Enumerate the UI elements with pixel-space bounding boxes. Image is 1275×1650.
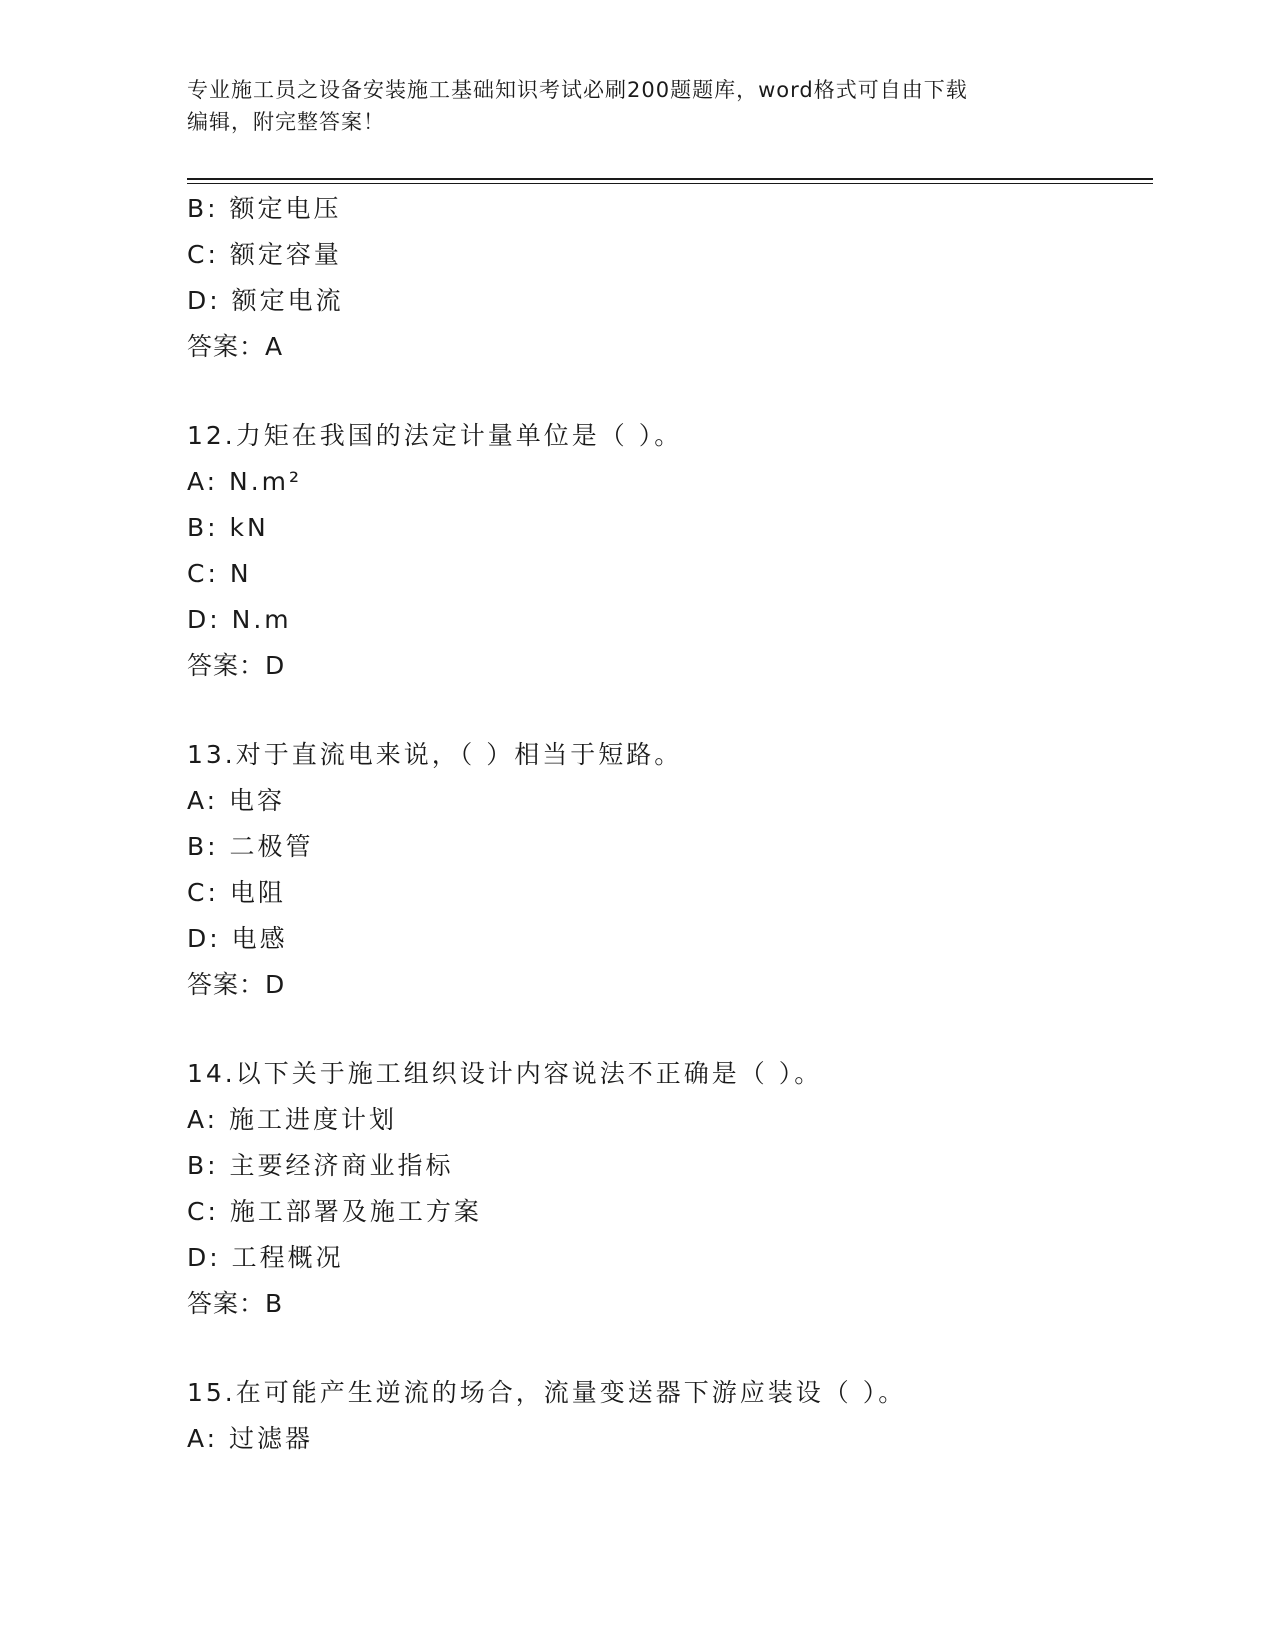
answer-line: 答案：A: [187, 332, 284, 361]
header-rule-thin: [187, 183, 1153, 184]
option-b: B: 主要经济商业指标: [187, 1151, 454, 1180]
question-stem: 12.力矩在我国的法定计量单位是（ ）。: [187, 421, 683, 450]
answer-line: 答案：D: [187, 970, 286, 999]
header-rule-thick: [187, 178, 1153, 180]
question-list: [187, 186, 1147, 1462]
option-a: A: 过滤器: [187, 1424, 314, 1453]
option-b: B: 额定电压: [187, 194, 342, 223]
option-d: D: 工程概况: [187, 1243, 344, 1272]
question-stem: 15.在可能产生逆流的场合，流量变送器下游应装设（ ）。: [187, 1378, 907, 1407]
question-13: [187, 732, 1147, 1008]
option-c: C: 额定容量: [187, 240, 342, 269]
option-a: A: N.m²: [187, 467, 303, 496]
option-c: C: N: [187, 559, 252, 588]
option-d: D: N.m: [187, 605, 292, 634]
option-b: B: 二极管: [187, 832, 314, 861]
option-a: A: 施工进度计划: [187, 1105, 398, 1134]
answer-line: 答案：B: [187, 1289, 284, 1318]
question-spacer: [187, 1327, 1147, 1370]
option-c: C: 施工部署及施工方案: [187, 1197, 482, 1226]
question-stem: 13.对于直流电来说，（ ）相当于短路。: [187, 740, 683, 769]
option-d: D: 电感: [187, 924, 288, 953]
option-d: D: 额定电流: [187, 286, 344, 315]
option-a: A: 电容: [187, 786, 286, 815]
option-b: B: kN: [187, 513, 269, 542]
question-spacer: [187, 370, 1147, 413]
question-11-tail: [187, 186, 1147, 370]
answer-line: 答案：D: [187, 651, 286, 680]
question-14: [187, 1051, 1147, 1327]
question-15: [187, 1370, 1147, 1462]
question-stem: 14.以下关于施工组织设计内容说法不正确是（ ）。: [187, 1059, 823, 1088]
option-c: C: 电阻: [187, 878, 286, 907]
question-spacer: [187, 689, 1147, 732]
document-header: 专业施工员之设备安装施工基础知识考试必刷200题题库，word格式可自由下载 编辑，附完整答案！: [187, 78, 968, 134]
question-spacer: [187, 1008, 1147, 1051]
question-12: [187, 413, 1147, 689]
